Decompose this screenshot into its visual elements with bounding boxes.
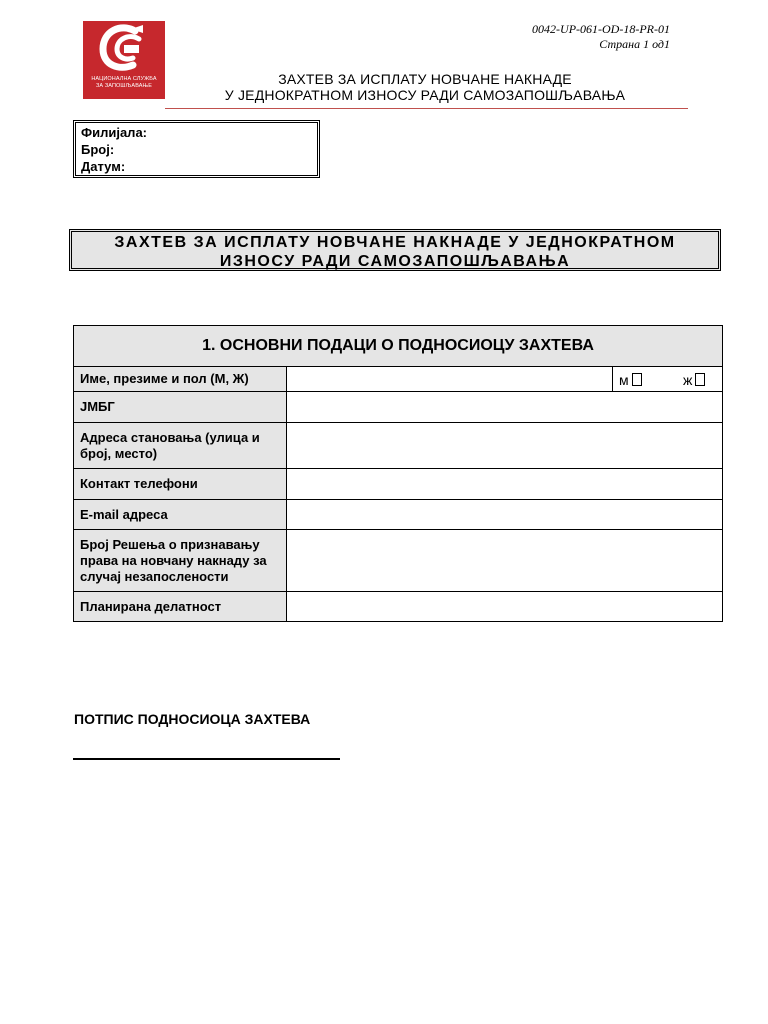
address-field[interactable] xyxy=(287,423,723,469)
gender-divider xyxy=(612,367,613,391)
gender-male-option[interactable]: м xyxy=(619,372,642,388)
logo xyxy=(83,21,165,99)
signature-line[interactable] xyxy=(73,758,340,760)
header-divider xyxy=(165,108,688,109)
decision-number-label: Број Решења о признавању права на новчану накнаду за случај незапослености xyxy=(74,530,287,592)
decision-number-field[interactable] xyxy=(287,530,723,592)
jmbg-label: ЈМБГ xyxy=(74,392,287,423)
female-checkbox[interactable] xyxy=(695,373,705,386)
document-code: 0042-UP-061-OD-18-PR-01 xyxy=(532,22,670,36)
signature-label: ПОТПИС ПОДНОСИОЦА ЗАХТЕВА xyxy=(74,711,311,727)
header-title: ЗАХТЕВ ЗА ИСПЛАТУ НОВЧАНЕ НАКНАДЕ У ЈЕДНОКРАТНОМ ИЗНОСУ РАДИ САМОЗАПОШЉАВАЊА xyxy=(224,71,626,103)
email-field[interactable] xyxy=(287,500,723,530)
section-title: 1. ОСНОВНИ ПОДАЦИ О ПОДНОСИОЦУ ЗАХТЕВА xyxy=(74,326,723,367)
number-label: Број: xyxy=(81,142,115,157)
phone-label: Контакт телефони xyxy=(74,469,287,500)
jmbg-field[interactable] xyxy=(287,392,723,423)
planned-activity-label: Планирана делатност xyxy=(74,592,287,622)
name-gender-label: Име, презиме и пол (М, Ж) xyxy=(74,367,287,392)
date-label: Датум: xyxy=(81,159,126,174)
gender-female-option[interactable]: ж xyxy=(683,372,705,388)
applicant-data-table xyxy=(73,325,723,622)
document-reference xyxy=(532,22,670,52)
form-title: ЗАХТЕВ ЗА ИСПЛАТУ НОВЧАНЕ НАКНАДЕ У ЈЕДНОКРАТНОМ ИЗНОСУ РАДИ САМОЗАПОШЉАВАЊА xyxy=(69,229,721,271)
planned-activity-field[interactable] xyxy=(287,592,723,622)
email-label: E-mail адреса xyxy=(74,500,287,530)
phone-field[interactable] xyxy=(287,469,723,500)
office-info-box xyxy=(73,120,320,178)
logo-text: НАЦИОНАЛНА СЛУЖБА ЗА ЗАПОШЉАВАЊЕ xyxy=(91,76,157,89)
logo-emblem-icon xyxy=(83,21,165,77)
name-gender-field[interactable] xyxy=(287,367,723,392)
branch-label: Филијала: xyxy=(81,125,147,140)
male-checkbox[interactable] xyxy=(632,373,642,386)
address-label: Адреса становања (улица и број, место) xyxy=(74,423,287,469)
page-number: Страна 1 од1 xyxy=(599,37,670,51)
